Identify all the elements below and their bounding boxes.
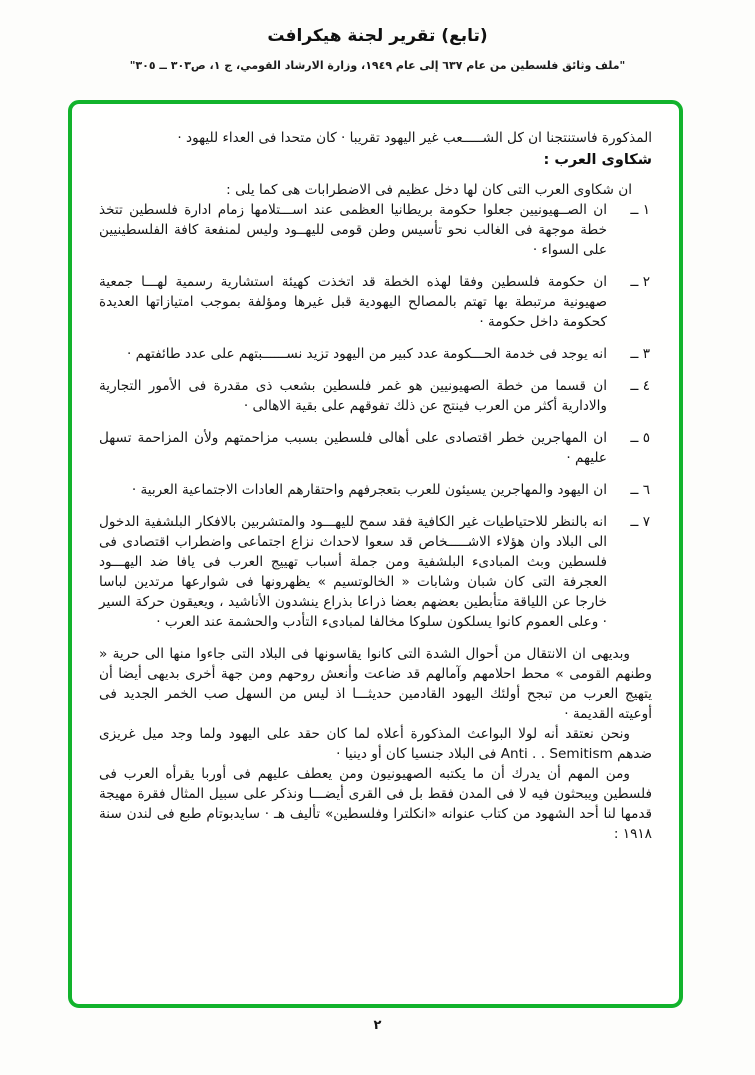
complaint-item-6 [99,480,652,500]
document-header [0,0,755,72]
list-intro: ان شكاوى العرب التى كان لها دخل عظيم فى الاضطرابات هى كما يلى : [226,182,632,198]
item-text: ان حكومة فلسطين وفقا لهذه الخطة قد اتخذت كهيئة استشارية رسمية لهـــا جمعية صهيونية مرتبطة بها تهتم بالمصالح اليهودية قبل غيرها ومؤلفة بموجب امتيازاتها العديدة كحكومة داخل حكومة · [99,274,607,330]
complaint-item-1 [99,200,652,260]
item-text: انه يوجد فى خدمة الحـــكومة عدد كبير من اليهود تزيد نســــــبتهم على عدد طائفتهم · [127,346,607,362]
source-citation: "ملف وثائق فلسطين من عام ٦٣٧ إلى عام ١٩٤٩، وزارة الارشاد القومي، ج ١، ص٣٠٣ ــ ٣٠٥" [129,59,626,72]
document-frame [68,100,683,1008]
item-number: ٢ ــ [630,274,650,290]
page-number: ٢ [373,1018,382,1033]
complaint-item-7 [99,512,652,632]
closing-paragraph-3: ومن المهم أن يدرك أن ما يكتبه الصهيونيون ومن يعطف عليهم فى أوربا يقرأه العرب فى فلسطين ويبحثون فيه لا فى المدن فقط بل فى القرى أيضـــا ونذكر على سبيل المثال فقرة مهيجة قدمها لنا أحد الشهود من كتاب عنوانه «انكلترا وفلسطين» تأليف هـ · سايدبوتام طبع فى لندن سنة ١٩١٨ : [99,766,652,842]
item-text: ان الصــهيونيين جعلوا حكومة بريطانيا العظمى عند اســـتلامها زمام ادارة فلسطين تتخذ خطة موجهة فى الغالب نحو تأسيس وطن قومى لليهــود وليس لمنفعة كافة الفلسطينيين على السواء · [99,202,607,258]
complaint-item-3 [99,344,652,364]
closing-paragraph-2: ونحن نعتقد أنه لولا البواعث المذكورة أعلاه لما كان حقد على اليهود ولما وجد ميل غريزى ضدهم Anti . . Semitism فى البلاد جنسيا كان أو دينيا · [99,726,652,762]
closing-paragraph-1: وبديهى ان الانتقال من أحوال الشدة التى كانوا يقاسونها فى البلاد التى جاءوا منها الى حرية « وطنهم القومى » محط احلامهم وآمالهم قد ضاعت وأنعش روحهم ومن جهة أخرى بديهى أيضا أن يتهيج العرب من تبجح أولئك اليهود القادمين حديثـــا اذ ليس من السهل صب الخمر الجديد فى أوعيته القديمة · [99,646,652,722]
item-number: ٦ ــ [630,482,650,498]
complaint-item-2 [99,272,652,332]
item-number: ٥ ــ [630,430,650,446]
item-number: ٤ ــ [630,378,650,394]
item-text: ان المهاجرين خطر اقتصادى على أهالى فلسطين بسبب مزاحمتهم ولأن المزاحمة تسهل عليهم · [99,430,607,466]
intro-paragraph: المذكورة فاستنتجنا ان كل الشـــــعب غير اليهود تقريبا · كان متحدا فى العداء لليهود · [177,130,652,146]
item-text: انه بالنظر للاحتياطيات غير الكافية فقد سمح لليهـــود والمتشربين بالافكار البلشفية الدخول الى البلاد وان هؤلاء الاشـــــخاص قد سعوا لاحداث نزاع اجتماعى واضطراب اقتصادى فى فلسطين وبث المبادىء البلشفية ومن جملة أسباب تهييج العرب فى يافا ضد اليهـــود العجرفة التى كان شبان وشابات « الخالوتسيم » يظهرونها فى شوارعها مرتدين لباسا خارجا عن اللياقة متأبطين بعضهم بعضا ذراعا بذراع ينشدون الأناشيد ، ويعيقون حركة السير · وعلى العموم كانوا يسلكون سلوكا مخالفا لمبادىء التأدب والحشمة عند العرب · [99,514,607,630]
complaint-item-5 [99,428,652,468]
item-number: ٣ ــ [630,346,650,362]
item-text: ان قسما من خطة الصهيونيين هو غمر فلسطين بشعب ذى مقدرة فى الأمور التجارية والادارية أكثر من العرب فينتج عن ذلك تفوقهم على بقية الاهالى · [99,378,607,414]
page-title: (تابع) تقرير لجنة هيكرافت [267,26,488,46]
item-text: ان اليهود والمهاجرين يسيئون للعرب بتعجرفهم واحتقارهم العادات الاجتماعية العربية · [131,482,607,498]
page-footer [0,1018,755,1033]
item-number: ١ ــ [630,202,650,218]
section-heading: شكاوى العرب : [543,152,652,168]
item-number: ٧ ــ [630,514,650,530]
complaint-item-4 [99,376,652,416]
